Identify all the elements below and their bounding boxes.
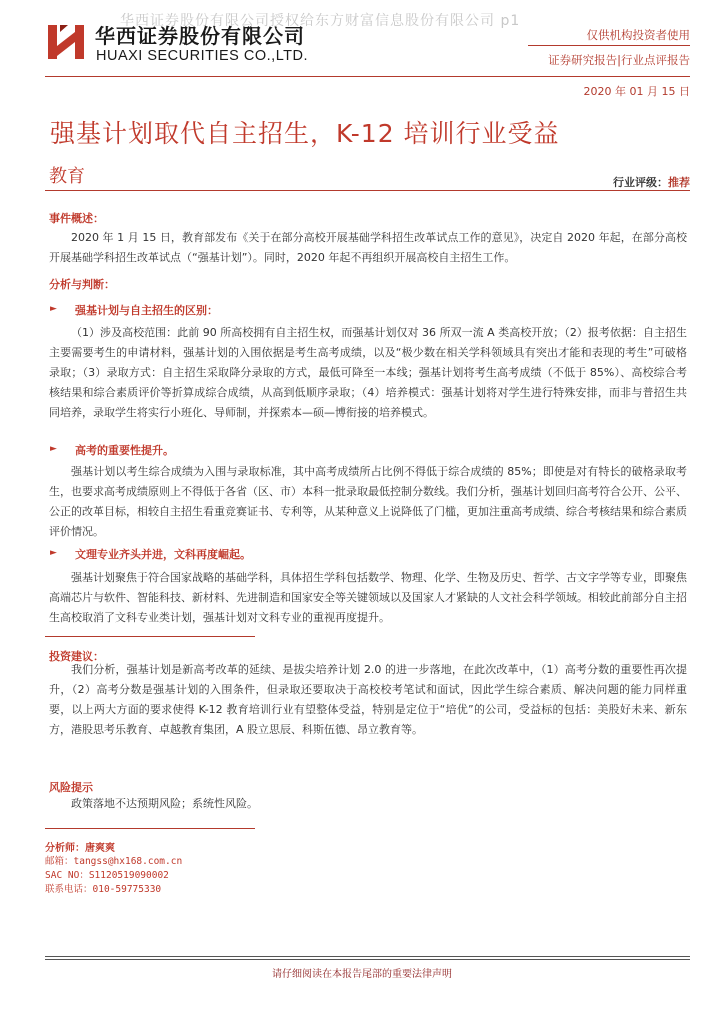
company-name-en: HUAXI SECURITIES CO.,LTD. <box>96 48 309 64</box>
report-title: 强基计划取代自主招生，K-12 培训行业受益 <box>50 119 560 148</box>
analyst-sac: SAC NO：S1120519090002 <box>45 870 169 881</box>
audience-note: 仅供机构投资者使用 <box>586 28 690 42</box>
rating-value: 推荐 <box>668 176 690 189</box>
industry-name: 教育 <box>49 166 85 187</box>
watermark: 华西证券股份有限公司授权给东方财富信息股份有限公司 p1 <box>120 13 521 29</box>
company-name-cn: 华西证券股份有限公司 <box>95 24 305 48</box>
analyst-phone: 联系电话：010-59775330 <box>45 884 162 895</box>
rating-label: 行业评级： <box>613 176 668 189</box>
point-3-title: 文理专业齐头并进，文科再度崛起。 <box>75 548 251 561</box>
analysis-heading: 分析与判断： <box>49 278 115 291</box>
point-2-title: 高考的重要性提升。 <box>75 444 174 457</box>
risk-paragraph: 政策落地不达预期风险；系统性风险。 <box>71 797 258 810</box>
analyst-name: 分析师：唐爽爽 <box>45 843 115 854</box>
point-1-title: 强基计划与自主招生的区别： <box>75 304 218 317</box>
bullet-icon: ► <box>50 548 57 558</box>
point-1-paragraph: （1）涉及高校范围：此前 90 所高校拥有自主招生权，而强基计划仅对 36 所双一流 A 类高校开放；（2）报考依据：自主招生主要需要考生的申请材料，强基计划的入围依据是考生高考成绩，以及“极少数在相关学科领域具有突出才能和表现的考生”可破格录取；（3）录取方式：自主招生采取降分录取的方式，最低可降至一本线；强基计划将考生高考成绩（不低于 85%）、高校综合考核结果和综合素质评价等折算成综合成绩，从高到低顺序录取；（4）培养模式：强基计划将对学生进行特殊安排，而非与普招生共同培养，录取学生将实行小班化、导师制，并探索本—硕—博衔接的培养模式。 <box>49 326 687 419</box>
analyst-divider <box>45 828 255 829</box>
bullet-icon: ► <box>50 304 57 314</box>
legal-notice: 请仔细阅读在本报告尾部的重要法律声明 <box>272 969 452 980</box>
industry-rating <box>613 174 690 190</box>
footer-divider <box>45 956 690 957</box>
bullet-icon: ► <box>50 444 57 454</box>
investment-heading: 投资建议： <box>49 650 104 663</box>
report-type: 证券研究报告|行业点评报告 <box>548 53 690 67</box>
section-divider <box>45 636 255 637</box>
analyst-email: 邮箱：tangss@hx168.com.cn <box>45 856 183 867</box>
header-divider <box>45 76 690 77</box>
event-heading: 事件概述： <box>49 212 104 225</box>
investment-paragraph: 我们分析，强基计划是新高考改革的延续、是拔尖培养计划 2.0 的进一步落地，在此次改革中，（1）高考分数的重要性再次提升，（2）高考分数是强基计划的入围条件，但录取还要取决于高校校考笔试和面试，因此学生综合素质、解决问题的能力同样重要，以上两大方面的要求使得 K-12 教育培训行业有望整体受益，特别是定位于“培优”的公司，受益标的包括：美股好未来、新东方，港股思考乐教育、卓越教育集团，A 股立思辰、科斯伍德、昂立教育等。 <box>49 663 687 736</box>
header-divider-short <box>528 45 690 46</box>
risk-heading: 风险提示 <box>49 781 93 794</box>
report-date: 2020 年 01 月 15 日 <box>583 85 690 98</box>
point-3-paragraph: 强基计划聚焦于符合国家战略的基础学科，具体招生学科包括数学、物理、化学、生物及历史、哲学、古文字学等专业，即聚焦高端芯片与软件、智能科技、新材料、先进制造和国家安全等关键领域以及国家人才紧缺的人文社会科学领域。相较此前部分自主招生高校取消了文科专业类计划，强基计划对文科专业的重视再度提升。 <box>49 571 687 624</box>
point-2-paragraph: 强基计划以考生综合成绩为入围与录取标准，其中高考成绩所占比例不得低于综合成绩的 85%；即使是对有特长的破格录取考生，也要求高考成绩原则上不得低于各省（区、市）本科一批录取最低控制分数线。我们分析，强基计划回归高考符合公开、公平、公正的改革目标，相较自主招生看重竞赛证书、专利等，从某种意义上说降低了门槛，更加注重高考成绩、综合考核结果和综合素质评价情况。 <box>49 465 687 538</box>
event-paragraph: 2020 年 1 月 15 日，教育部发布《关于在部分高校开展基础学科招生改革试点工作的意见》，决定自 2020 年起，在部分高校开展基础学科招生改革试点（“强基计划”）。同时，2020 年起不再组织开展高校自主招生工作。 <box>49 231 687 264</box>
title-divider <box>45 190 690 191</box>
huaxi-logo-icon <box>46 22 86 62</box>
footer-divider-2 <box>45 959 690 960</box>
